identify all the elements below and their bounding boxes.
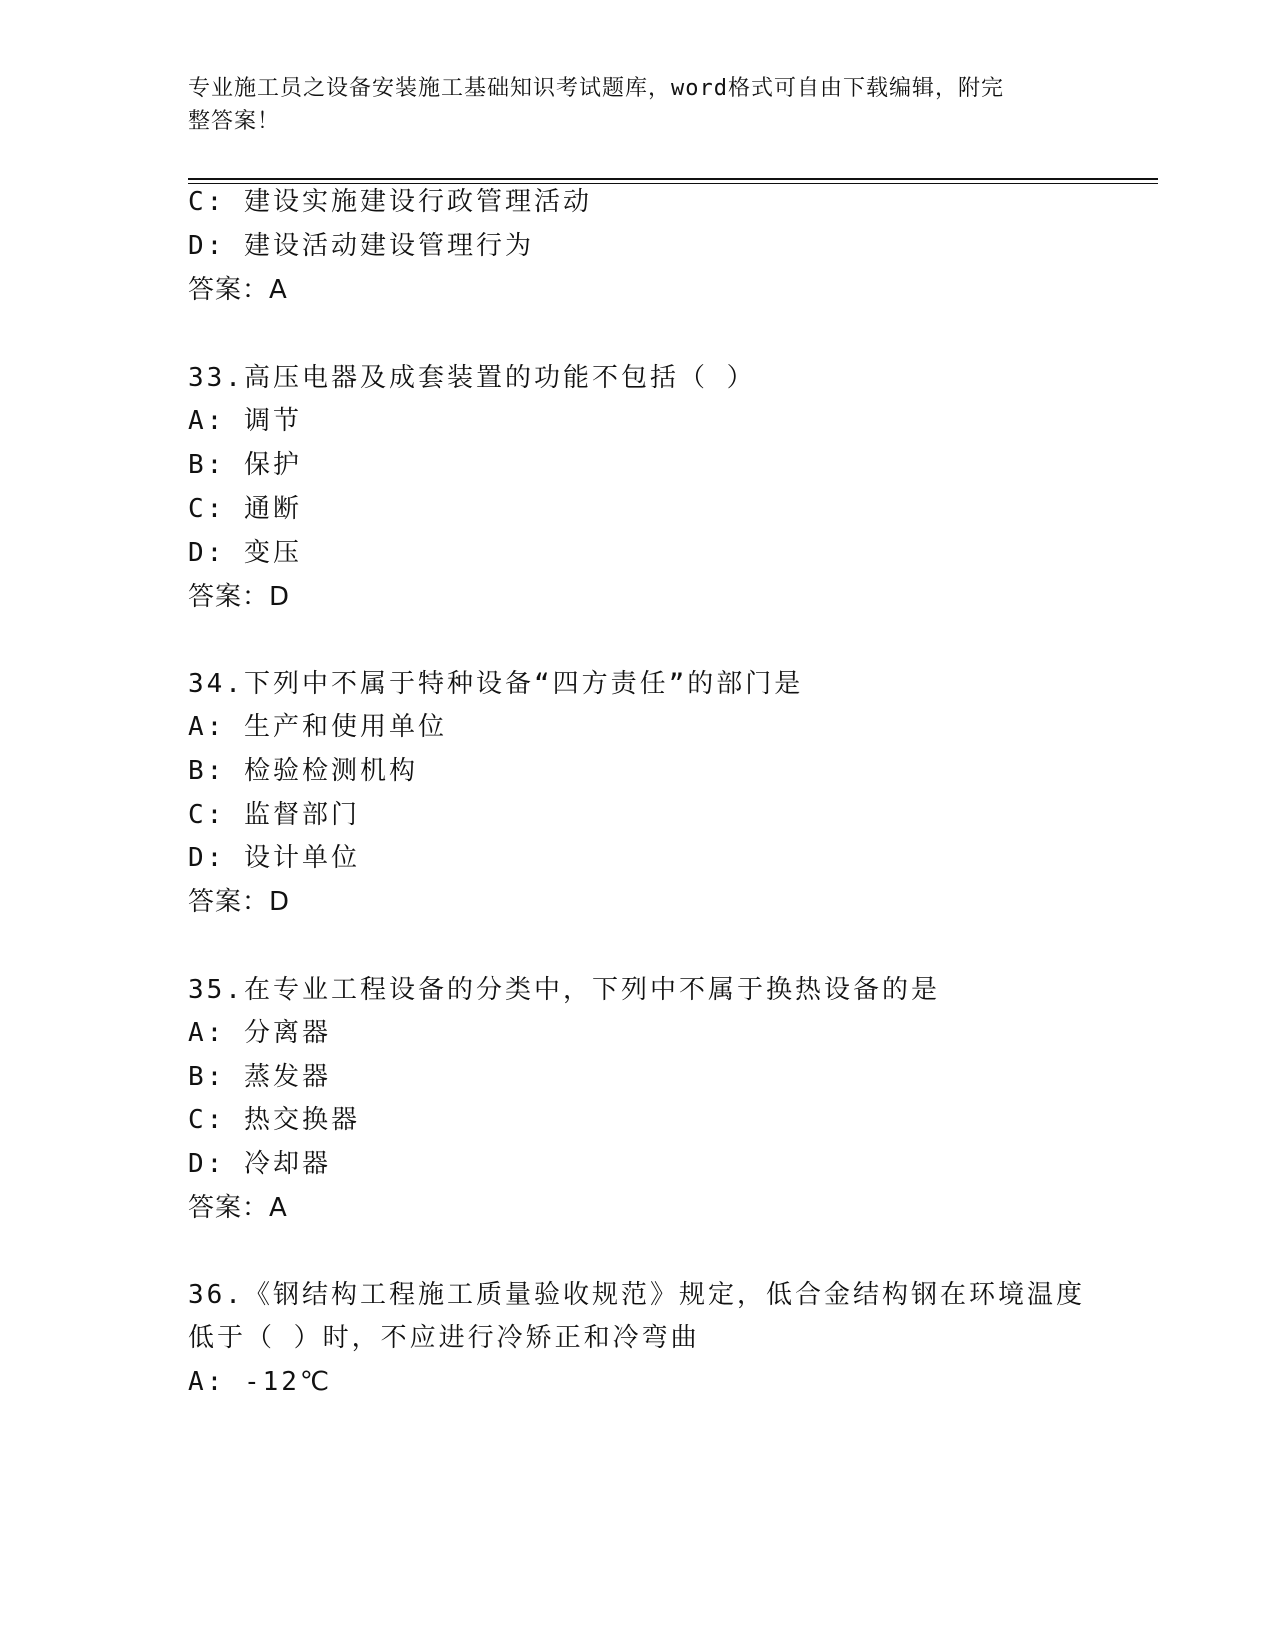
document-header xyxy=(188,72,1088,138)
option-b: B: 蒸发器 xyxy=(188,1062,331,1092)
header-title-line-1: 专业施工员之设备安装施工基础知识考试题库，word格式可自由下载编辑，附完 xyxy=(188,76,1004,101)
question-36-line-1: 36.《钢结构工程施工质量验收规范》规定，低合金结构钢在环境温度 xyxy=(188,1280,1085,1310)
question-33: 33.高压电器及成套装置的功能不包括（ ） xyxy=(188,363,756,393)
header-title-line-2: 整答案！ xyxy=(188,109,281,134)
option-a: A: 分离器 xyxy=(188,1018,331,1048)
question-36-line-2: 低于（ ）时，不应进行冷矫正和冷弯曲 xyxy=(188,1323,700,1353)
option-d: D: 冷却器 xyxy=(188,1149,331,1179)
option-d: D: 设计单位 xyxy=(188,843,360,873)
header-divider-thick xyxy=(188,178,1158,180)
option-d: D: 变压 xyxy=(188,538,302,568)
option-c: C: 热交换器 xyxy=(188,1105,360,1135)
option-a: A: 调节 xyxy=(188,406,302,436)
answer-line: 答案：D xyxy=(188,582,291,612)
option-a: A: -12℃ xyxy=(188,1367,333,1397)
option-d: D: 建设活动建设管理行为 xyxy=(188,231,534,261)
option-c: C: 建设实施建设行政管理活动 xyxy=(188,187,592,217)
option-b: B: 检验检测机构 xyxy=(188,756,418,786)
question-34: 34.下列中不属于特种设备“四方责任”的部门是 xyxy=(188,669,804,699)
question-35: 35.在专业工程设备的分类中，下列中不属于换热设备的是 xyxy=(188,975,940,1005)
answer-line: 答案：A xyxy=(188,1193,288,1223)
answer-line: 答案：D xyxy=(188,887,291,917)
option-c: C: 通断 xyxy=(188,494,302,524)
option-c: C: 监督部门 xyxy=(188,800,360,830)
option-a: A: 生产和使用单位 xyxy=(188,712,447,742)
option-b: B: 保护 xyxy=(188,450,302,480)
answer-line: 答案：A xyxy=(188,275,288,305)
